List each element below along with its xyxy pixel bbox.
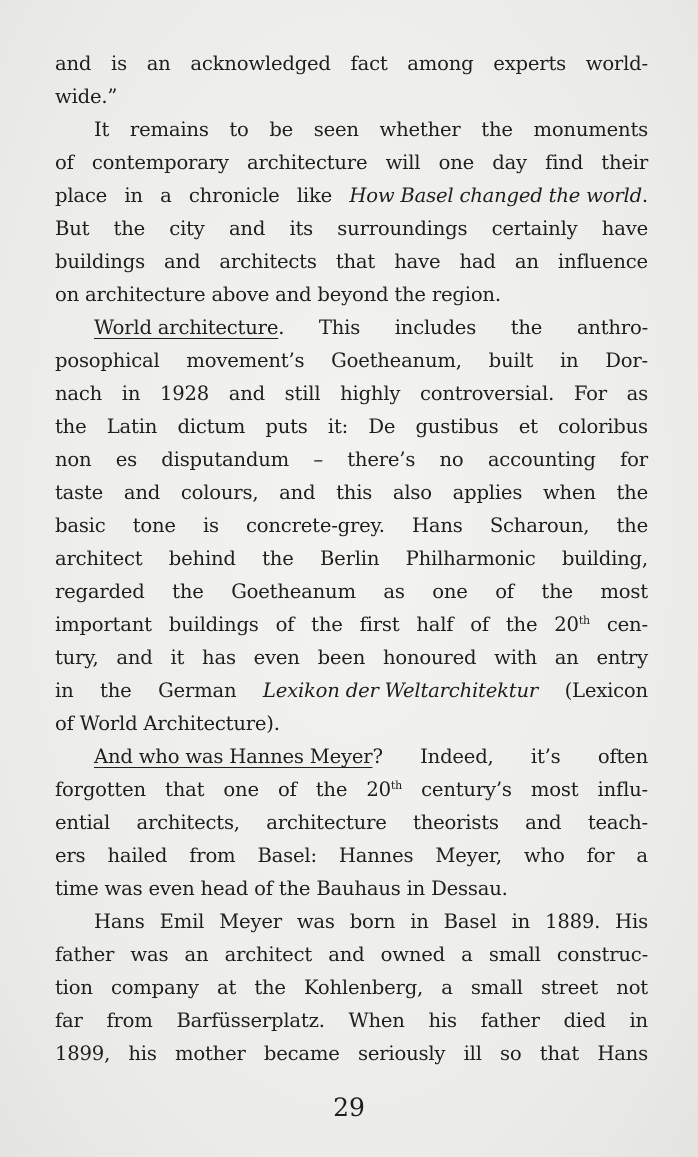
word: of xyxy=(470,613,489,636)
text-line xyxy=(55,773,648,806)
word: that xyxy=(335,250,376,273)
word: tone xyxy=(132,514,176,537)
word: remains xyxy=(129,118,209,141)
word: and xyxy=(116,646,153,669)
word: for xyxy=(586,844,615,867)
word: was xyxy=(130,943,169,966)
word: on xyxy=(55,283,80,306)
word: an xyxy=(514,250,539,273)
word: an xyxy=(184,943,209,966)
word: Hannes xyxy=(338,844,414,867)
word: who xyxy=(523,844,565,867)
word: in xyxy=(406,877,426,900)
word: born xyxy=(349,910,396,933)
word: Hans xyxy=(412,514,463,537)
text-line xyxy=(55,839,648,872)
word: most xyxy=(600,580,648,603)
word: no xyxy=(439,448,464,471)
ordinal-number: 20 xyxy=(554,613,579,636)
text-line xyxy=(55,971,648,1004)
word: influ- xyxy=(597,778,648,801)
word: like xyxy=(296,184,333,207)
paragraph xyxy=(55,311,648,740)
word: was xyxy=(296,910,335,933)
word: find xyxy=(545,151,584,174)
word: fact xyxy=(350,52,388,75)
word: his xyxy=(428,1009,457,1032)
word: building, xyxy=(561,547,648,570)
word: world- xyxy=(585,52,648,75)
word: Goetheanum, xyxy=(331,349,462,372)
word: their xyxy=(601,151,648,174)
italic-title: How Basel changed the world xyxy=(349,184,642,207)
word xyxy=(554,608,590,641)
word: dictum xyxy=(177,415,246,438)
word: seriously xyxy=(357,1042,446,1065)
word: have xyxy=(601,217,648,240)
word: there’s xyxy=(347,448,416,471)
word: the xyxy=(100,679,132,702)
ordinal-number: 20 xyxy=(366,778,391,801)
word: 1928 xyxy=(159,382,210,405)
word: highly xyxy=(340,382,401,405)
word: and xyxy=(279,481,316,504)
word: teach- xyxy=(587,811,648,834)
word: Basel xyxy=(443,910,497,933)
word: it: xyxy=(327,415,349,438)
word: puts xyxy=(265,415,308,438)
word: the xyxy=(541,580,573,603)
word: far xyxy=(55,1009,83,1032)
word: the xyxy=(311,613,343,636)
word: built xyxy=(488,349,534,372)
text-line xyxy=(55,476,648,509)
word: cen- xyxy=(606,613,648,636)
word: Kohlenberg, xyxy=(303,976,424,999)
word: applies xyxy=(452,481,523,504)
text-line xyxy=(55,740,648,773)
word: And who was Hannes Meyer? xyxy=(94,745,383,768)
word: and xyxy=(55,52,92,75)
word: as xyxy=(383,580,405,603)
word: century’s xyxy=(421,778,512,801)
word: Emil xyxy=(159,910,205,933)
word: will xyxy=(385,151,421,174)
word: street xyxy=(540,976,599,999)
text-line xyxy=(55,905,648,938)
text-line xyxy=(55,575,648,608)
word: the xyxy=(505,613,538,636)
ordinal-superscript: th xyxy=(578,614,590,627)
word: and xyxy=(275,283,312,306)
word: of xyxy=(495,580,514,603)
word: World xyxy=(79,712,138,735)
word: first xyxy=(359,613,400,636)
word: (Lexicon xyxy=(564,679,648,702)
word: even xyxy=(148,877,195,900)
word: Dessau. xyxy=(431,877,508,900)
word: es xyxy=(115,448,137,471)
word: not xyxy=(616,976,648,999)
word: in xyxy=(629,1009,648,1032)
word: includes xyxy=(394,316,477,339)
text-line xyxy=(55,278,648,311)
word: the xyxy=(254,976,286,999)
word: often xyxy=(597,745,648,768)
word: Hans xyxy=(94,910,145,933)
word: It xyxy=(94,118,110,141)
word: architecture xyxy=(246,151,368,174)
word: one xyxy=(223,778,259,801)
text-line xyxy=(55,641,648,674)
word: chronicle xyxy=(188,184,280,207)
text-line xyxy=(55,245,648,278)
word: regarded xyxy=(55,580,145,603)
word: that xyxy=(539,1042,580,1065)
word: Berlin xyxy=(319,547,380,570)
word: disputandum xyxy=(161,448,290,471)
word: the xyxy=(113,217,146,240)
word: it’s xyxy=(530,745,561,768)
word: a xyxy=(461,943,473,966)
word: When xyxy=(348,1009,405,1032)
text-line xyxy=(55,113,648,146)
word: whether xyxy=(379,118,461,141)
word: behind xyxy=(168,547,236,570)
word: Dor- xyxy=(605,349,648,372)
word: honoured xyxy=(382,646,477,669)
word: the xyxy=(510,316,543,339)
word: architect xyxy=(55,547,143,570)
word: of xyxy=(277,778,297,801)
word: in xyxy=(559,349,579,372)
word: architects xyxy=(219,250,317,273)
word: with xyxy=(494,646,537,669)
word: architects, xyxy=(136,811,240,834)
word: entry xyxy=(596,646,648,669)
word: his xyxy=(128,1042,157,1065)
word: 1889. xyxy=(545,910,601,933)
word: half xyxy=(416,613,454,636)
word: above xyxy=(211,283,270,306)
word: when xyxy=(542,481,596,504)
word: region. xyxy=(431,283,501,306)
word: nach xyxy=(55,382,103,405)
word: mother xyxy=(175,1042,246,1065)
word: the xyxy=(55,415,87,438)
word xyxy=(263,674,538,707)
word: became xyxy=(263,1042,340,1065)
word: ill xyxy=(463,1042,482,1065)
word: head xyxy=(200,877,249,900)
word xyxy=(366,773,402,806)
word: Meyer xyxy=(219,910,282,933)
word: the xyxy=(315,778,348,801)
word: wide.” xyxy=(55,85,118,108)
word: to xyxy=(229,118,249,141)
word: But xyxy=(55,217,90,240)
word: buildings xyxy=(55,250,145,273)
text-line xyxy=(55,80,648,113)
word: 1899, xyxy=(55,1042,111,1065)
word: Bauhaus xyxy=(316,877,401,900)
word: in xyxy=(410,910,429,933)
word: the xyxy=(278,877,311,900)
word: has xyxy=(202,646,236,669)
text-line xyxy=(55,377,648,410)
word: and xyxy=(525,811,562,834)
word: Basel: xyxy=(257,844,317,867)
word: concrete-grey. xyxy=(246,514,385,537)
word: the xyxy=(616,481,648,504)
word: father xyxy=(55,943,115,966)
word: and xyxy=(228,382,265,405)
word: Architecture). xyxy=(143,712,280,735)
text-line xyxy=(55,146,648,179)
word: beyond xyxy=(317,283,389,306)
word: movement’s xyxy=(186,349,305,372)
word: company xyxy=(110,976,199,999)
word: German xyxy=(158,679,237,702)
paragraph xyxy=(55,740,648,905)
word: an xyxy=(554,646,579,669)
text-line xyxy=(55,938,648,971)
word: day xyxy=(492,151,527,174)
word: important xyxy=(55,613,152,636)
word: one xyxy=(438,151,475,174)
word: the xyxy=(394,283,426,306)
word: and xyxy=(164,250,201,273)
word: Scharoun, xyxy=(489,514,590,537)
text-line xyxy=(55,542,648,575)
word: of xyxy=(55,712,74,735)
text-line xyxy=(55,707,648,740)
paragraph xyxy=(55,905,648,1070)
word: For xyxy=(573,382,607,405)
word: coloribus xyxy=(558,415,648,438)
word: for xyxy=(620,448,648,471)
text-line xyxy=(55,608,648,641)
word: of xyxy=(55,151,74,174)
body-text xyxy=(55,47,648,1070)
word: father xyxy=(480,1009,540,1032)
word: Hans xyxy=(597,1042,648,1065)
word: posophical xyxy=(55,349,160,372)
text-line xyxy=(55,212,648,245)
word: architecture xyxy=(85,283,206,306)
word: tury, xyxy=(55,646,99,669)
text-line xyxy=(55,443,648,476)
word: died xyxy=(563,1009,606,1032)
word: Latin xyxy=(106,415,158,438)
word: at xyxy=(216,976,237,999)
word: small xyxy=(470,976,523,999)
word: the xyxy=(481,118,513,141)
word: buildings xyxy=(168,613,259,636)
word: still xyxy=(284,382,321,405)
italic-title: Lexikon der Weltarchitektur xyxy=(262,679,539,702)
word: that xyxy=(165,778,205,801)
word: De xyxy=(368,415,396,438)
text-line xyxy=(55,311,648,344)
word: and xyxy=(123,481,161,504)
word: forgotten xyxy=(55,778,146,801)
word: construc- xyxy=(556,943,648,966)
word: basic xyxy=(55,514,106,537)
paragraph xyxy=(55,47,648,113)
word: non xyxy=(55,448,92,471)
paragraph xyxy=(55,113,648,311)
word: contemporary xyxy=(91,151,229,174)
word: was xyxy=(104,877,143,900)
word: is xyxy=(202,514,219,537)
word: its xyxy=(289,217,314,240)
word: the xyxy=(616,514,648,537)
word: World architecture. xyxy=(94,316,285,339)
word: ential xyxy=(55,811,111,834)
word: certainly xyxy=(491,217,578,240)
word: How Basel changed the world. xyxy=(349,184,648,207)
word: of xyxy=(254,877,273,900)
word: ers xyxy=(55,844,86,867)
word: most xyxy=(530,778,579,801)
word: be xyxy=(269,118,294,141)
word: as xyxy=(626,382,648,405)
word: place xyxy=(55,184,108,207)
word: had xyxy=(459,250,496,273)
word: seen xyxy=(313,118,359,141)
word: the xyxy=(262,547,294,570)
word: taste xyxy=(55,481,104,504)
page-number: 29 xyxy=(333,1093,365,1122)
text-line xyxy=(55,179,648,212)
word: a xyxy=(160,184,172,207)
word: Meyer, xyxy=(435,844,502,867)
word: This xyxy=(318,316,361,339)
word: surroundings xyxy=(337,217,468,240)
word: Indeed, xyxy=(420,745,494,768)
word: and xyxy=(228,217,266,240)
word: Barfüsserplatz. xyxy=(176,1009,325,1032)
word: is xyxy=(111,52,127,75)
word: also xyxy=(392,481,432,504)
word: have xyxy=(394,250,441,273)
word: Philharmonic xyxy=(405,547,536,570)
text-line xyxy=(55,1037,648,1070)
word: this xyxy=(336,481,373,504)
text-line xyxy=(55,509,648,542)
word: small xyxy=(488,943,541,966)
word: even xyxy=(253,646,300,669)
word: gustibus xyxy=(415,415,499,438)
word: from xyxy=(106,1009,153,1032)
word: Goetheanum xyxy=(231,580,356,603)
word: owned xyxy=(380,943,445,966)
ordinal-superscript: th xyxy=(390,779,403,792)
word: the xyxy=(172,580,204,603)
word: accounting xyxy=(487,448,596,471)
word: in xyxy=(55,679,74,702)
word: acknowledged xyxy=(190,52,331,75)
text-line xyxy=(55,344,648,377)
word: in xyxy=(511,910,531,933)
text-line xyxy=(55,1004,648,1037)
word: – xyxy=(313,448,323,471)
word: et xyxy=(518,415,538,438)
word: from xyxy=(189,844,236,867)
word: a xyxy=(441,976,453,999)
underlined-heading: And who was Hannes Meyer xyxy=(94,745,373,768)
word: hailed xyxy=(107,844,168,867)
word: time xyxy=(55,877,99,900)
word: so xyxy=(500,1042,522,1065)
word: it xyxy=(170,646,185,669)
word: one xyxy=(432,580,468,603)
text-line xyxy=(55,47,648,80)
underlined-heading: World architecture xyxy=(94,316,279,339)
word: an xyxy=(146,52,171,75)
word: architect xyxy=(224,943,313,966)
word: been xyxy=(317,646,366,669)
word: and xyxy=(328,943,365,966)
word: influence xyxy=(557,250,648,273)
word: theorists xyxy=(413,811,499,834)
word: architecture xyxy=(266,811,387,834)
text-line xyxy=(55,872,648,905)
word: in xyxy=(121,382,141,405)
word: experts xyxy=(493,52,566,75)
word: anthro- xyxy=(576,316,648,339)
word: of xyxy=(275,613,295,636)
word: city xyxy=(169,217,205,240)
text-line xyxy=(55,806,648,839)
word: controversial. xyxy=(419,382,555,405)
word: tion xyxy=(55,976,93,999)
word: colours, xyxy=(180,481,259,504)
word: among xyxy=(407,52,474,75)
word: in xyxy=(124,184,143,207)
word: His xyxy=(615,910,648,933)
text-line xyxy=(55,410,648,443)
text-line xyxy=(55,674,648,707)
word: monuments xyxy=(533,118,648,141)
word: a xyxy=(636,844,648,867)
